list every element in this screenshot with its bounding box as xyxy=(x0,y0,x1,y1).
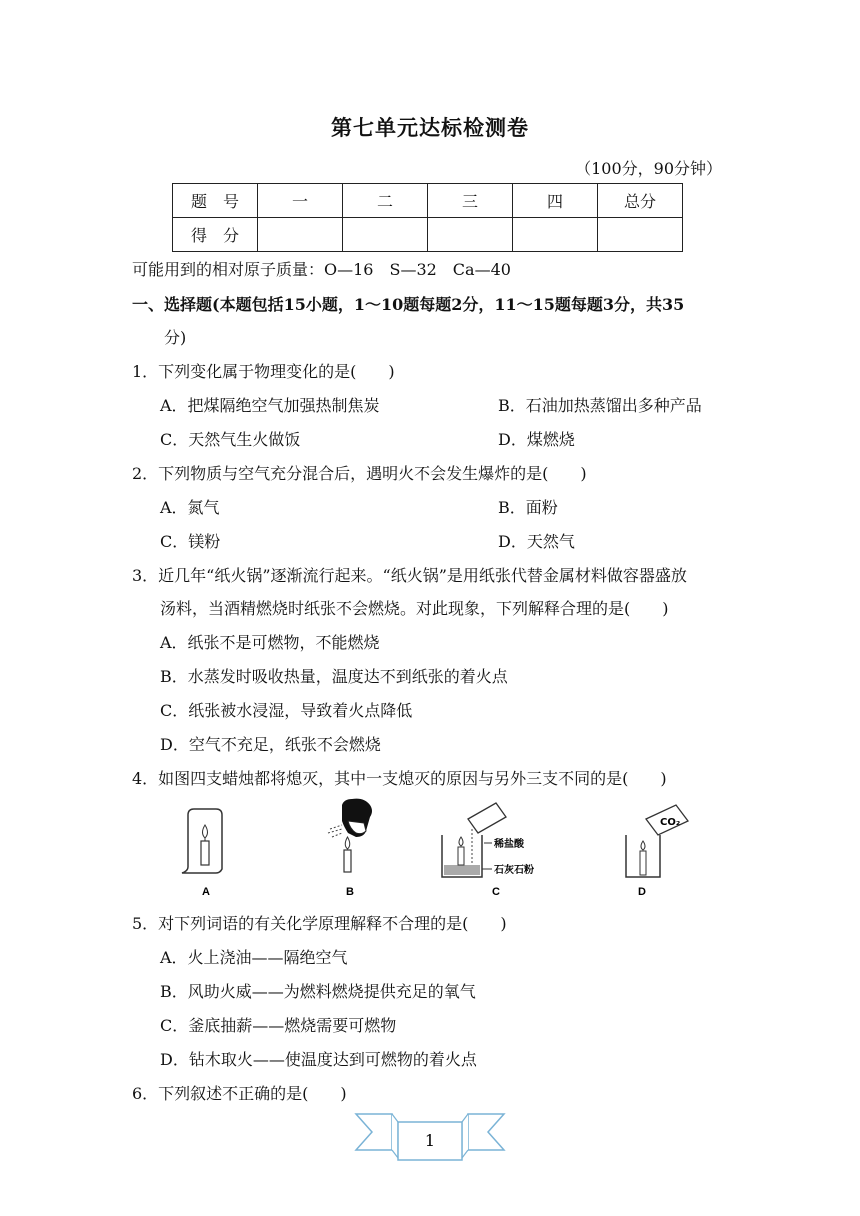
question-3-option-d: D．空气不充足，纸张不会燃烧 xyxy=(160,735,381,754)
question-4-stem: 4．如图四支蜡烛都将熄灭，其中一支熄灭的原因与另外三支不同的是( ) xyxy=(132,769,667,788)
question-2-option-c: C．镁粉 xyxy=(160,532,221,551)
table-cell: 总分 xyxy=(598,184,683,218)
question-3-stem-cont: 汤料，当酒精燃烧时纸张不会燃烧。对此现象，下列解释合理的是( ) xyxy=(160,599,669,618)
question-3-option-c: C．纸张被水浸湿，导致着火点降低 xyxy=(160,701,413,720)
page-number: 1 xyxy=(424,1131,436,1150)
question-2-option-b: B．面粉 xyxy=(498,498,558,517)
table-cell xyxy=(513,218,598,252)
figure-d-beaker xyxy=(626,805,688,877)
page-number-ribbon xyxy=(352,1104,508,1168)
table-cell: 四 xyxy=(513,184,598,218)
question-5-option-c: C．釜底抽薪——燃烧需要可燃物 xyxy=(160,1016,397,1035)
table-cell xyxy=(598,218,683,252)
question-6-stem: 6．下列叙述不正确的是( ) xyxy=(132,1084,347,1103)
table-cell: 一 xyxy=(258,184,343,218)
table-row xyxy=(173,218,683,252)
score-table xyxy=(172,183,683,252)
question-5-stem: 5．对下列词语的有关化学原理解释不合理的是( ) xyxy=(132,914,507,933)
score-time-note: （100分，90分钟） xyxy=(575,159,722,178)
page-title: 第七单元达标检测卷 xyxy=(331,115,529,140)
figure-label-c: C xyxy=(492,886,500,898)
section-heading-cont: 分) xyxy=(164,328,187,347)
limestone-label: 石灰石粉 xyxy=(494,865,534,876)
table-row xyxy=(173,184,683,218)
figure-c-beaker xyxy=(442,803,534,877)
figure-label-b: B xyxy=(346,886,354,898)
question-1-option-a: A．把煤隔绝空气加强热制焦炭 xyxy=(160,396,380,415)
section-heading: 一、选择题(本题包括15小题，1～10题每题2分，11～15题每题3分，共35 xyxy=(132,295,685,314)
question-5-option-b: B．风助火威——为燃料燃烧提供充足的氧气 xyxy=(160,982,476,1001)
table-cell xyxy=(428,218,513,252)
candle-figure xyxy=(160,795,720,905)
co2-label: CO₂ xyxy=(660,817,681,828)
question-2-option-a: A．氮气 xyxy=(160,498,220,517)
question-5-option-d: D．钻木取火——使温度达到可燃物的着火点 xyxy=(160,1050,477,1069)
question-2-option-d: D．天然气 xyxy=(498,532,575,551)
question-1-option-c: C．天然气生火做饭 xyxy=(160,430,301,449)
question-2-stem: 2．下列物质与空气充分混合后，遇明火不会发生爆炸的是( ) xyxy=(132,464,587,483)
figure-b-blowing xyxy=(328,799,372,872)
question-3-stem: 3．近几年“纸火锅”逐渐流行起来。“纸火锅”是用纸张代替金属材料做容器盛放 xyxy=(132,566,687,585)
table-cell xyxy=(258,218,343,252)
table-cell: 三 xyxy=(428,184,513,218)
question-3-option-b: B．水蒸发时吸收热量，温度达不到纸张的着火点 xyxy=(160,667,508,686)
question-3-option-a: A．纸张不是可燃物，不能燃烧 xyxy=(160,633,380,652)
question-1-stem: 1．下列变化属于物理变化的是( ) xyxy=(132,362,395,381)
figure-label-d: D xyxy=(638,886,646,898)
table-cell: 二 xyxy=(343,184,428,218)
question-5-option-a: A．火上浇油——隔绝空气 xyxy=(160,948,348,967)
figure-a-jar xyxy=(182,809,222,873)
table-cell: 得 分 xyxy=(173,218,258,252)
question-1-option-d: D．煤燃烧 xyxy=(498,430,575,449)
table-cell xyxy=(343,218,428,252)
acid-label: 稀盐酸 xyxy=(494,839,524,850)
atomic-masses: 可能用到的相对原子质量：O—16 S—32 Ca—40 xyxy=(132,260,511,279)
question-1-option-b: B．石油加热蒸馏出多种产品 xyxy=(498,396,702,415)
table-cell: 题 号 xyxy=(173,184,258,218)
figure-label-a: A xyxy=(202,886,210,898)
